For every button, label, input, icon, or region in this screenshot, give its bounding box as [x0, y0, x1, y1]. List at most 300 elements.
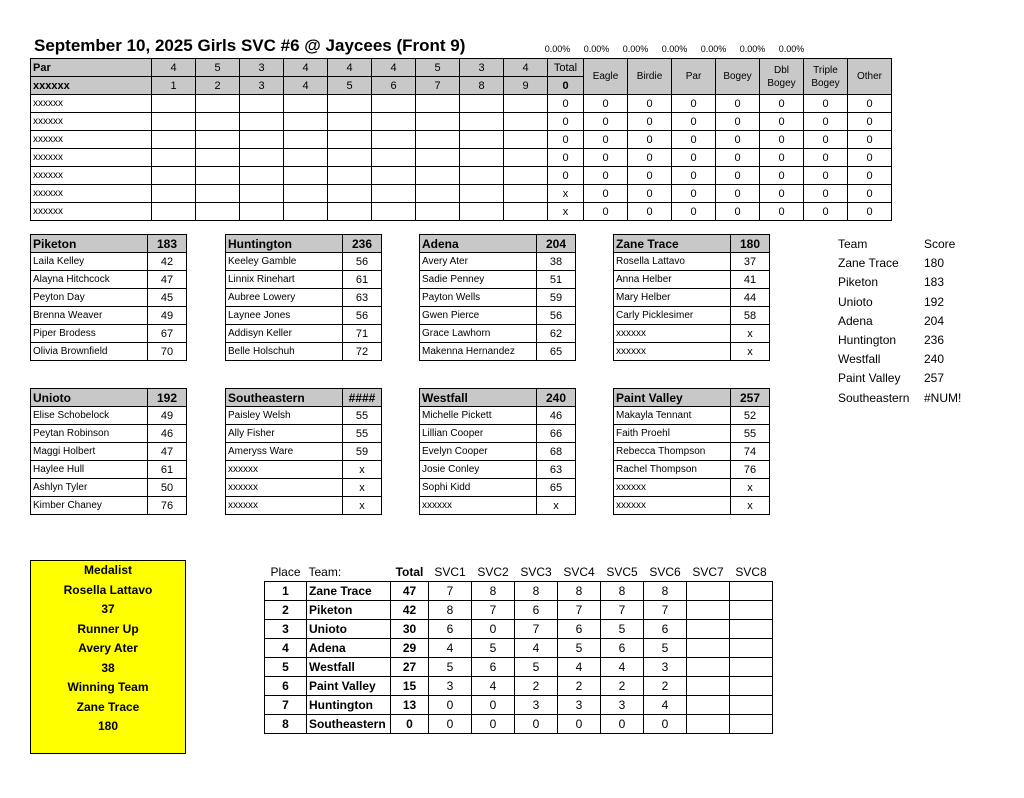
medalist-box — [30, 560, 186, 754]
team: Unioto — [307, 620, 391, 639]
svc4: 3 — [558, 696, 601, 715]
player-name: Lillian Cooper — [420, 425, 537, 443]
stat-count: 0 — [716, 167, 760, 185]
svc2: 4 — [472, 677, 515, 696]
team-name: Zane Trace — [838, 256, 899, 271]
medalist-line: 180 — [97, 719, 119, 733]
hole-number: 6 — [372, 77, 416, 95]
stat-count: 0 — [848, 185, 892, 203]
stat-count: 0 — [628, 185, 672, 203]
medalist-line: 38 — [101, 660, 115, 675]
scorecard-table — [30, 58, 892, 221]
svc6: 3 — [644, 658, 687, 677]
player-name: Sophi Kidd — [420, 479, 537, 497]
player-name: Kimber Chaney — [31, 497, 148, 515]
team-name: Adena — [420, 235, 537, 253]
hole-number: 1 — [152, 77, 196, 95]
player-name: xxxxxx — [226, 461, 343, 479]
hole-row-label: xxxxxx — [31, 77, 152, 95]
medalist-line: Medalist — [83, 563, 132, 577]
team-score-row — [838, 350, 961, 369]
stat-count: 0 — [628, 113, 672, 131]
hole-score — [196, 95, 240, 113]
player-name: Sadie Penney — [420, 271, 537, 289]
hole-score — [416, 131, 460, 149]
player-name: Olivia Brownfield — [31, 343, 148, 361]
standings-header: SVC7 — [692, 565, 724, 579]
team-block — [30, 388, 187, 515]
standings-header: SVC3 — [520, 565, 552, 579]
svc1: 0 — [429, 715, 472, 734]
hole-score — [284, 131, 328, 149]
player-name: Keeley Gamble — [226, 253, 343, 271]
standings-row — [265, 715, 773, 734]
par-value: 5 — [196, 59, 240, 77]
par-label: Par — [31, 59, 152, 77]
svc4: 5 — [558, 639, 601, 658]
player-score: 76 — [731, 461, 770, 479]
player-row — [31, 203, 892, 221]
stat-count: 0 — [628, 95, 672, 113]
svc3: 2 — [515, 677, 558, 696]
player-name: Peytan Robinson — [31, 425, 148, 443]
place: 3 — [265, 620, 307, 639]
hole-score — [240, 185, 284, 203]
standings-header: SVC4 — [563, 565, 595, 579]
hole-score — [504, 113, 548, 131]
player-score: 56 — [537, 307, 576, 325]
hole-score — [196, 113, 240, 131]
player-name: xxxxxx — [614, 325, 731, 343]
standings-header: SVC1 — [434, 565, 466, 579]
hole-score — [240, 203, 284, 221]
total: 47 — [391, 582, 429, 601]
stat-count: 0 — [760, 149, 804, 167]
team-name: Unioto — [838, 294, 873, 309]
standings-row — [265, 677, 773, 696]
player-score: 66 — [537, 425, 576, 443]
hole-score — [240, 113, 284, 131]
stat-percentage: 0.00% — [778, 44, 805, 54]
team: Westfall — [307, 658, 391, 677]
svc4: 8 — [558, 582, 601, 601]
team-total: 192 — [148, 389, 187, 407]
svc2: 0 — [472, 715, 515, 734]
svc4: 6 — [558, 620, 601, 639]
standings-row — [265, 582, 773, 601]
hole-score — [152, 95, 196, 113]
svc4: 4 — [558, 658, 601, 677]
total: 29 — [391, 639, 429, 658]
svc2: 7 — [472, 601, 515, 620]
player-total: 0 — [548, 149, 584, 167]
medalist-line: Runner Up — [77, 621, 139, 636]
hole-score — [152, 203, 196, 221]
svc8 — [730, 620, 773, 639]
player-name: Haylee Hull — [31, 461, 148, 479]
player-score: 47 — [148, 271, 187, 289]
stat-percentage: 0.00% — [583, 44, 610, 54]
team: Paint Valley — [307, 677, 391, 696]
team-name: Westfall — [838, 352, 881, 367]
team-score-row — [838, 293, 961, 312]
svc8 — [730, 601, 773, 620]
player-name: xxxxxx — [31, 185, 152, 203]
player-row — [31, 185, 892, 203]
standings-header: SVC8 — [735, 565, 767, 579]
hole-score — [460, 149, 504, 167]
svc3: 4 — [515, 639, 558, 658]
par-value: 4 — [152, 59, 196, 77]
svc7 — [687, 715, 730, 734]
player-name: Linnix Rinehart — [226, 271, 343, 289]
player-name: Aubree Lowery — [226, 289, 343, 307]
team: Southeastern — [307, 715, 391, 734]
player-score: 59 — [343, 443, 382, 461]
player-score: 44 — [731, 289, 770, 307]
medalist-line: Winning Team — [67, 680, 149, 694]
hole-score — [372, 149, 416, 167]
player-name: Evelyn Cooper — [420, 443, 537, 461]
player-name: Rachel Thompson — [614, 461, 731, 479]
standings-header: Total — [395, 565, 424, 579]
stat-count: 0 — [804, 113, 848, 131]
team-score: 257 — [924, 371, 945, 386]
stat-count: 0 — [584, 185, 628, 203]
standings-row — [265, 620, 773, 639]
stat-count: 0 — [804, 95, 848, 113]
svc6: 2 — [644, 677, 687, 696]
svc2: 0 — [472, 696, 515, 715]
svc6: 8 — [644, 582, 687, 601]
player-score: 52 — [731, 407, 770, 425]
player-name: xxxxxx — [614, 343, 731, 361]
player-score: 41 — [731, 271, 770, 289]
stat-count: 0 — [584, 203, 628, 221]
par-value: 5 — [416, 59, 460, 77]
stat-count: 0 — [716, 131, 760, 149]
svc5: 5 — [601, 620, 644, 639]
stat-count: 0 — [672, 95, 716, 113]
medalist-line: Avery Ater — [78, 641, 138, 655]
player-total: 0 — [548, 131, 584, 149]
svc2: 8 — [472, 582, 515, 601]
place: 4 — [265, 639, 307, 658]
svc1: 0 — [429, 696, 472, 715]
hole-score — [460, 185, 504, 203]
player-total: x — [548, 185, 584, 203]
svc6: 0 — [644, 715, 687, 734]
player-score: x — [343, 497, 382, 515]
team-name: Southeastern — [838, 390, 910, 405]
standings-row — [265, 601, 773, 620]
svc6: 6 — [644, 620, 687, 639]
place: 6 — [265, 677, 307, 696]
hole-score — [416, 113, 460, 131]
player-name: Elise Schobelock — [31, 407, 148, 425]
player-score: 46 — [148, 425, 187, 443]
hole-score — [416, 203, 460, 221]
team-name: Huntington — [226, 235, 343, 253]
player-score: x — [537, 497, 576, 515]
player-row — [31, 113, 892, 131]
svc2: 0 — [472, 620, 515, 639]
svc7 — [687, 677, 730, 696]
stat-count: 0 — [760, 131, 804, 149]
player-score: 55 — [731, 425, 770, 443]
player-score: 47 — [148, 443, 187, 461]
player-score: 65 — [537, 343, 576, 361]
stat-header: Other — [848, 59, 892, 95]
hole-score — [460, 113, 504, 131]
player-score: x — [731, 325, 770, 343]
player-score: x — [343, 461, 382, 479]
par-value: 4 — [372, 59, 416, 77]
svc7 — [687, 601, 730, 620]
stat-count: 0 — [848, 167, 892, 185]
svc1: 4 — [429, 639, 472, 658]
player-score: 61 — [148, 461, 187, 479]
player-score: x — [343, 479, 382, 497]
team-score: 180 — [924, 256, 945, 271]
player-score: 61 — [343, 271, 382, 289]
hole-score — [284, 203, 328, 221]
team-total: 183 — [148, 235, 187, 253]
player-score: 62 — [537, 325, 576, 343]
hole-score — [284, 149, 328, 167]
stat-count: 0 — [628, 149, 672, 167]
svc2: 5 — [472, 639, 515, 658]
hole-score — [196, 167, 240, 185]
player-score: 76 — [148, 497, 187, 515]
player-name: Makenna Hernandez — [420, 343, 537, 361]
player-name: Alayna Hitchcock — [31, 271, 148, 289]
hole-number: 5 — [328, 77, 372, 95]
team-block — [225, 388, 382, 515]
stat-count: 0 — [848, 113, 892, 131]
standings-table — [264, 563, 773, 734]
team-score-row — [838, 389, 961, 408]
team-name: Piketon — [838, 275, 879, 290]
team-total: #### — [343, 389, 382, 407]
player-score: 68 — [537, 443, 576, 461]
svc5: 8 — [601, 582, 644, 601]
svc7 — [687, 658, 730, 677]
team-block — [613, 388, 770, 515]
svc3: 6 — [515, 601, 558, 620]
standings-header: SVC5 — [606, 565, 638, 579]
team-name: Paint Valley — [838, 371, 901, 386]
standings-header: SVC6 — [649, 565, 681, 579]
player-row — [31, 149, 892, 167]
player-total: 0 — [548, 113, 584, 131]
stat-count: 0 — [760, 95, 804, 113]
stat-header: Dbl Bogey — [760, 59, 804, 95]
stat-count: 0 — [584, 149, 628, 167]
team-score: #NUM! — [924, 390, 962, 405]
svc3: 3 — [515, 696, 558, 715]
hole-score — [152, 149, 196, 167]
stat-count: 0 — [760, 113, 804, 131]
stat-count: 0 — [804, 203, 848, 221]
place: 1 — [265, 582, 307, 601]
player-name: xxxxxx — [31, 149, 152, 167]
player-score: 56 — [343, 307, 382, 325]
player-score: 55 — [343, 407, 382, 425]
team-score: 240 — [924, 352, 945, 367]
svc1: 7 — [429, 582, 472, 601]
player-name: Laynee Jones — [226, 307, 343, 325]
player-score: 37 — [731, 253, 770, 271]
stat-count: 0 — [760, 167, 804, 185]
medalist-line: Rosella Lattavo — [63, 582, 153, 597]
team-block — [419, 234, 576, 361]
player-name: xxxxxx — [31, 167, 152, 185]
player-name: Anna Helber — [614, 271, 731, 289]
hole-score — [416, 95, 460, 113]
team-name: Southeastern — [226, 389, 343, 407]
player-score: 71 — [343, 325, 382, 343]
player-score: 42 — [148, 253, 187, 271]
player-score: 50 — [148, 479, 187, 497]
stat-count: 0 — [672, 185, 716, 203]
player-name: Maggi Holbert — [31, 443, 148, 461]
player-row — [31, 95, 892, 113]
hole-score — [284, 95, 328, 113]
player-score: 45 — [148, 289, 187, 307]
player-name: Michelle Pickett — [420, 407, 537, 425]
player-name: Mary Helber — [614, 289, 731, 307]
stat-count: 0 — [804, 149, 848, 167]
team: Zane Trace — [307, 582, 391, 601]
stat-percentages — [538, 44, 811, 54]
player-row — [31, 131, 892, 149]
hole-total: 0 — [548, 77, 584, 95]
stat-header: Birdie — [628, 59, 672, 95]
hole-score — [196, 203, 240, 221]
stat-count: 0 — [672, 113, 716, 131]
total: 15 — [391, 677, 429, 696]
hole-score — [328, 167, 372, 185]
player-name: xxxxxx — [226, 497, 343, 515]
standings-row — [265, 639, 773, 658]
hole-score — [284, 113, 328, 131]
stat-count: 0 — [716, 185, 760, 203]
hole-score — [240, 149, 284, 167]
hole-score — [416, 149, 460, 167]
hole-score — [240, 167, 284, 185]
svc1: 3 — [429, 677, 472, 696]
svc5: 6 — [601, 639, 644, 658]
stat-count: 0 — [804, 185, 848, 203]
medalist-line: 37 — [101, 602, 115, 616]
total: 42 — [391, 601, 429, 620]
stat-header: Bogey — [716, 59, 760, 95]
team-score-header: Score — [924, 237, 956, 251]
hole-score — [504, 185, 548, 203]
player-name: Ally Fisher — [226, 425, 343, 443]
team: Adena — [307, 639, 391, 658]
hole-number: 3 — [240, 77, 284, 95]
page-title: September 10, 2025 Girls SVC #6 @ Jaycees (Front 9) — [34, 36, 466, 55]
player-score: 63 — [537, 461, 576, 479]
svc3: 0 — [515, 715, 558, 734]
stat-count: 0 — [848, 203, 892, 221]
team-total: 257 — [731, 389, 770, 407]
player-name: Ameryss Ware — [226, 443, 343, 461]
hole-number: 8 — [460, 77, 504, 95]
player-name: xxxxxx — [614, 479, 731, 497]
hole-score — [196, 149, 240, 167]
player-name: xxxxxx — [31, 95, 152, 113]
hole-number: 4 — [284, 77, 328, 95]
hole-score — [372, 185, 416, 203]
stat-count: 0 — [584, 113, 628, 131]
player-total: 0 — [548, 95, 584, 113]
player-score: 51 — [537, 271, 576, 289]
team: Huntington — [307, 696, 391, 715]
hole-score — [372, 131, 416, 149]
player-score: 46 — [537, 407, 576, 425]
hole-score — [416, 185, 460, 203]
stat-percentage: 0.00% — [700, 44, 727, 54]
par-value: 3 — [240, 59, 284, 77]
player-name: xxxxxx — [31, 131, 152, 149]
svc5: 0 — [601, 715, 644, 734]
player-score: x — [731, 343, 770, 361]
team-total: 180 — [731, 235, 770, 253]
stat-count: 0 — [804, 167, 848, 185]
player-score: 63 — [343, 289, 382, 307]
player-score: 49 — [148, 407, 187, 425]
hole-score — [460, 203, 504, 221]
team-score: 183 — [924, 275, 945, 290]
svc1: 5 — [429, 658, 472, 677]
player-name: xxxxxx — [420, 497, 537, 515]
hole-score — [372, 203, 416, 221]
team-name: Adena — [838, 313, 873, 328]
svc6: 4 — [644, 696, 687, 715]
team-score: 204 — [924, 313, 945, 328]
player-name: Payton Wells — [420, 289, 537, 307]
team-block — [30, 234, 187, 361]
player-name: Rosella Lattavo — [614, 253, 731, 271]
player-name: xxxxxx — [31, 203, 152, 221]
par-value: 4 — [284, 59, 328, 77]
player-score: 70 — [148, 343, 187, 361]
hole-number: 9 — [504, 77, 548, 95]
hole-score — [460, 167, 504, 185]
standings-row — [265, 658, 773, 677]
player-score: 67 — [148, 325, 187, 343]
place: 5 — [265, 658, 307, 677]
player-name: Carly Picklesimer — [614, 307, 731, 325]
svc1: 6 — [429, 620, 472, 639]
player-score: x — [731, 479, 770, 497]
hole-score — [504, 149, 548, 167]
stat-percentage: 0.00% — [544, 44, 571, 54]
par-value: 4 — [328, 59, 372, 77]
hole-score — [504, 203, 548, 221]
svc3: 8 — [515, 582, 558, 601]
player-row — [31, 167, 892, 185]
player-total: x — [548, 203, 584, 221]
total: 13 — [391, 696, 429, 715]
player-score: 38 — [537, 253, 576, 271]
place: 7 — [265, 696, 307, 715]
svc4: 0 — [558, 715, 601, 734]
team-name: Piketon — [31, 235, 148, 253]
